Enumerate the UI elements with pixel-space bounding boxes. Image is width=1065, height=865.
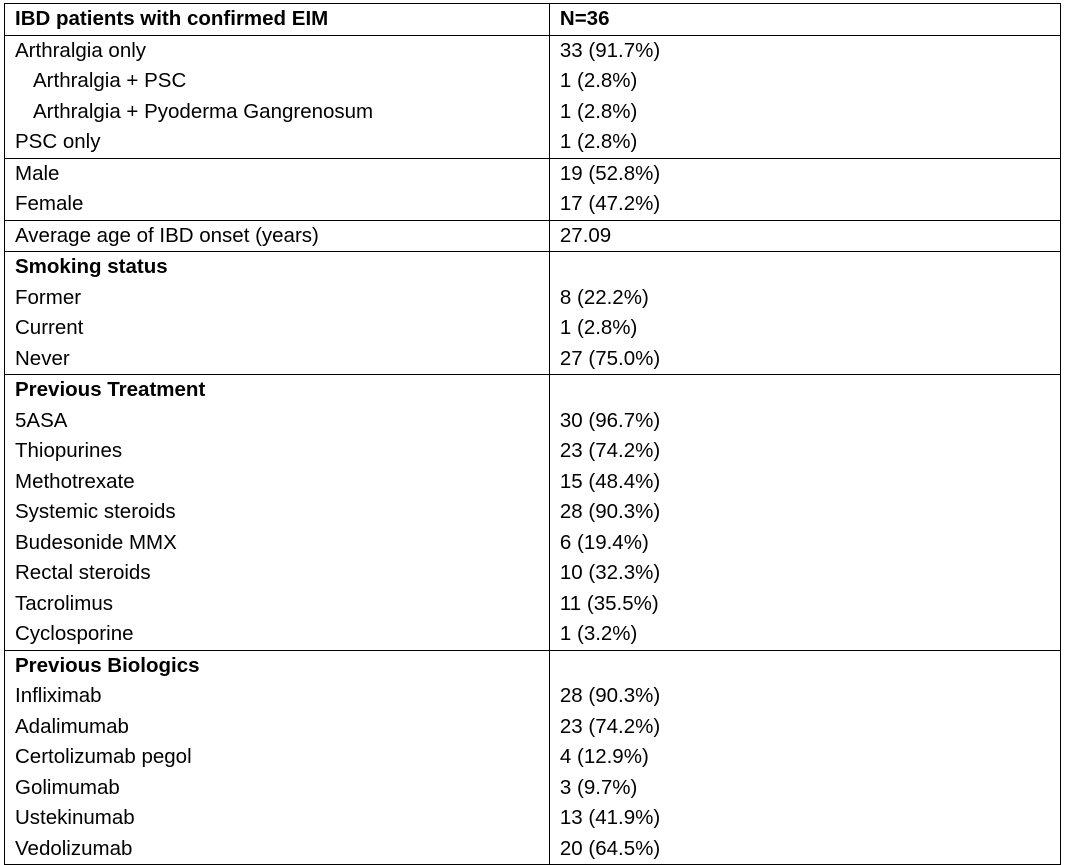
row-value: 10 (32.3%) [549, 558, 1060, 589]
row-label: Current [5, 313, 550, 344]
row-label: Thiopurines [5, 436, 550, 467]
table-row [5, 467, 1061, 498]
row-label: Certolizumab pegol [5, 742, 550, 773]
section-heading-row [5, 650, 1061, 681]
row-label: Arthralgia + Pyoderma Gangrenosum [5, 97, 550, 128]
row-label: Golimumab [5, 773, 550, 804]
row-label: Methotrexate [5, 467, 550, 498]
section-heading: Previous Biologics [5, 650, 550, 681]
row-label: Former [5, 283, 550, 314]
table-row [5, 742, 1061, 773]
row-value: 23 (74.2%) [549, 712, 1060, 743]
table-row [5, 773, 1061, 804]
table-row [5, 558, 1061, 589]
row-value: 1 (3.2%) [549, 619, 1060, 650]
row-label: Cyclosporine [5, 619, 550, 650]
table-row [5, 66, 1061, 97]
section-heading-row [5, 375, 1061, 406]
header-row [5, 4, 1061, 36]
header-label: IBD patients with confirmed EIM [5, 4, 550, 36]
row-label: Female [5, 189, 550, 220]
row-label: 5ASA [5, 406, 550, 437]
table-row [5, 589, 1061, 620]
row-label: Vedolizumab [5, 834, 550, 865]
row-value: 19 (52.8%) [549, 158, 1060, 189]
row-value: 27 (75.0%) [549, 344, 1060, 375]
table-row [5, 220, 1061, 252]
row-value: 13 (41.9%) [549, 803, 1060, 834]
table-body [5, 4, 1061, 865]
row-label: Arthralgia only [5, 35, 550, 66]
table-row [5, 803, 1061, 834]
row-label: Ustekinumab [5, 803, 550, 834]
eim-characteristics-table [4, 3, 1061, 865]
row-value: 1 (2.8%) [549, 127, 1060, 158]
row-value: 20 (64.5%) [549, 834, 1060, 865]
row-value: 23 (74.2%) [549, 436, 1060, 467]
row-label: PSC only [5, 127, 550, 158]
row-value: 1 (2.8%) [549, 97, 1060, 128]
table-row [5, 619, 1061, 650]
row-value: 28 (90.3%) [549, 497, 1060, 528]
empty-cell [549, 252, 1060, 283]
row-label: Adalimumab [5, 712, 550, 743]
table-row [5, 283, 1061, 314]
table-row [5, 834, 1061, 865]
table-row [5, 97, 1061, 128]
row-value: 33 (91.7%) [549, 35, 1060, 66]
table-row [5, 313, 1061, 344]
row-label: Average age of IBD onset (years) [5, 220, 550, 252]
row-value: 30 (96.7%) [549, 406, 1060, 437]
table-row [5, 344, 1061, 375]
row-label: Systemic steroids [5, 497, 550, 528]
table-row [5, 436, 1061, 467]
row-value: 27.09 [549, 220, 1060, 252]
row-label: Never [5, 344, 550, 375]
row-label: Infliximab [5, 681, 550, 712]
table-row [5, 528, 1061, 559]
row-label: Arthralgia + PSC [5, 66, 550, 97]
section-heading: Previous Treatment [5, 375, 550, 406]
table-row [5, 35, 1061, 66]
row-value: 6 (19.4%) [549, 528, 1060, 559]
row-value: 1 (2.8%) [549, 313, 1060, 344]
table-row [5, 406, 1061, 437]
section-heading: Smoking status [5, 252, 550, 283]
row-label: Budesonide MMX [5, 528, 550, 559]
table-row [5, 158, 1061, 189]
row-label: Male [5, 158, 550, 189]
row-label: Tacrolimus [5, 589, 550, 620]
table-row [5, 681, 1061, 712]
table-row [5, 712, 1061, 743]
row-value: 15 (48.4%) [549, 467, 1060, 498]
empty-cell [549, 375, 1060, 406]
row-value: 3 (9.7%) [549, 773, 1060, 804]
row-value: 11 (35.5%) [549, 589, 1060, 620]
row-value: 28 (90.3%) [549, 681, 1060, 712]
row-label: Rectal steroids [5, 558, 550, 589]
table-row [5, 127, 1061, 158]
section-heading-row [5, 252, 1061, 283]
header-value: N=36 [549, 4, 1060, 36]
row-value: 17 (47.2%) [549, 189, 1060, 220]
row-value: 4 (12.9%) [549, 742, 1060, 773]
row-value: 1 (2.8%) [549, 66, 1060, 97]
table-row [5, 497, 1061, 528]
table-row [5, 189, 1061, 220]
empty-cell [549, 650, 1060, 681]
row-value: 8 (22.2%) [549, 283, 1060, 314]
